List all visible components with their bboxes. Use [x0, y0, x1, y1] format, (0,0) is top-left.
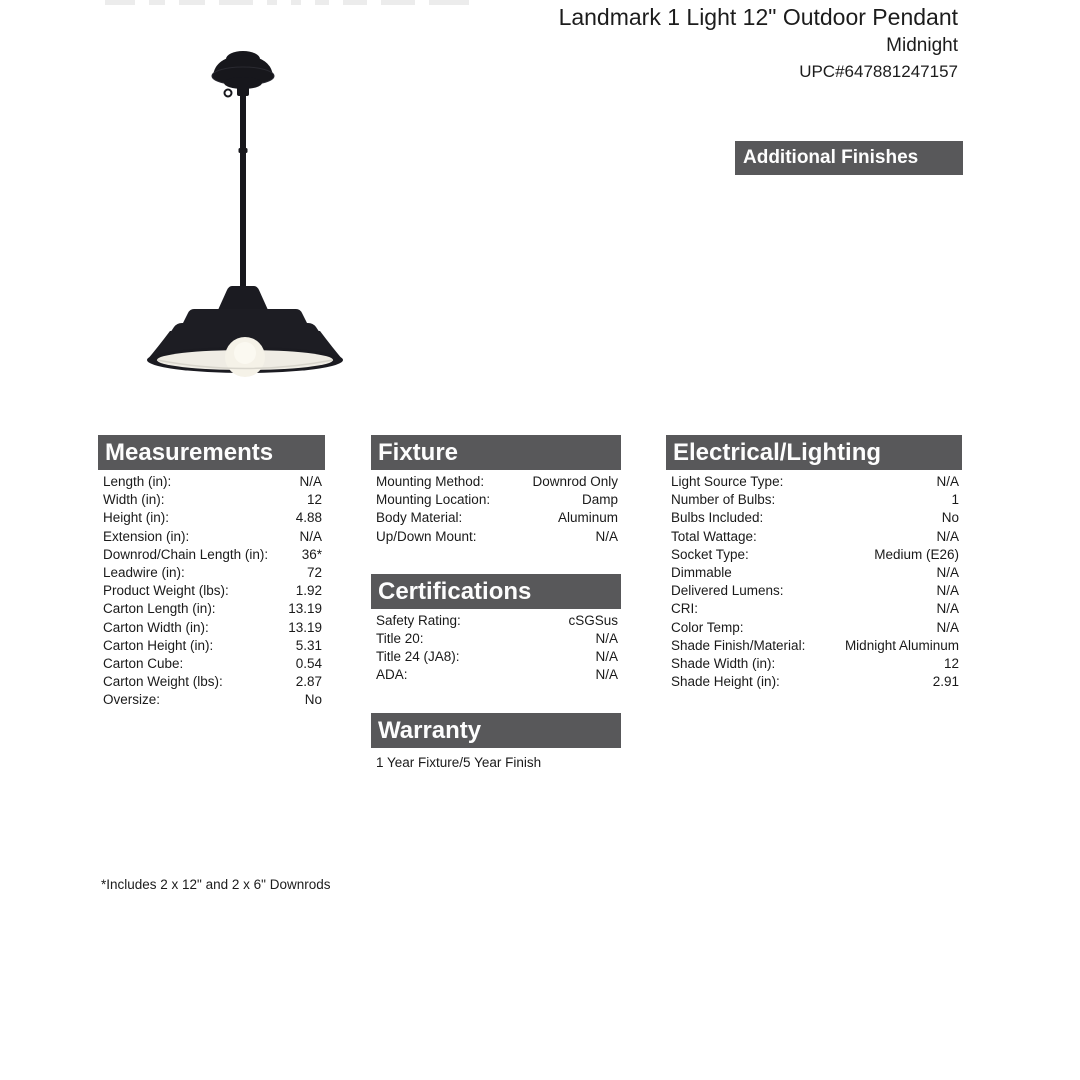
spec-value: 1: [951, 492, 959, 508]
spec-value: N/A: [936, 601, 959, 617]
measurements-section: [98, 435, 325, 710]
spec-row: [103, 582, 322, 600]
measurements-rows: [98, 470, 325, 710]
spec-value: No: [941, 510, 959, 526]
fixture-section: [371, 435, 621, 546]
spec-value: N/A: [299, 528, 322, 544]
spec-row: [103, 637, 322, 655]
spec-value: 4.88: [295, 510, 322, 526]
fixture-rows: [371, 470, 621, 546]
spec-value: N/A: [595, 631, 618, 647]
spec-label: Shade Finish/Material:: [671, 637, 806, 653]
spec-row: [671, 509, 959, 527]
measurements-header: Measurements: [98, 435, 325, 470]
spec-row: [103, 691, 322, 709]
spec-row: [671, 491, 959, 509]
spec-value: N/A: [595, 649, 618, 665]
spec-row: [103, 509, 322, 527]
spec-label: ADA:: [376, 667, 408, 683]
product-photo-pendant-light: [130, 30, 370, 390]
spec-label: Shade Width (in):: [671, 656, 776, 672]
spec-row: [376, 491, 618, 509]
certifications-rows: [371, 609, 621, 685]
spec-label: Total Wattage:: [671, 528, 757, 544]
spec-row: [671, 582, 959, 600]
spec-value: Downrod Only: [532, 474, 618, 489]
spec-value: N/A: [936, 619, 959, 635]
spec-row: [376, 648, 618, 666]
spec-label: Width (in):: [103, 492, 165, 508]
spec-label: Leadwire (in):: [103, 565, 185, 581]
spec-value: N/A: [936, 528, 959, 544]
spec-value: 1.92: [295, 583, 322, 599]
fixture-column: [371, 435, 621, 772]
product-finish: Midnight: [886, 35, 958, 56]
spec-label: Light Source Type:: [671, 474, 784, 489]
spec-row: [103, 655, 322, 673]
spec-row: [671, 473, 959, 491]
spec-label: Dimmable: [671, 565, 732, 581]
spec-row: [671, 564, 959, 582]
spec-label: Mounting Location:: [376, 492, 491, 508]
spec-row: [103, 673, 322, 691]
spec-label: Delivered Lumens:: [671, 583, 784, 599]
spec-value: N/A: [936, 474, 959, 489]
spec-value: No: [304, 692, 322, 708]
spec-value: 5.31: [295, 637, 322, 653]
warranty-text: 1 Year Fixture/5 Year Finish: [376, 754, 542, 770]
warranty-header: Warranty: [371, 713, 621, 748]
electrical-header: Electrical/Lighting: [666, 435, 962, 470]
spec-value: 72: [306, 565, 322, 581]
spec-row: [103, 619, 322, 637]
spec-label: Mounting Method:: [376, 474, 485, 489]
spec-value: N/A: [299, 474, 322, 489]
spec-label: Safety Rating:: [376, 612, 461, 628]
spec-value: 13.19: [288, 601, 322, 617]
spec-row: [103, 546, 322, 564]
spec-row: [671, 655, 959, 673]
spec-row: [671, 619, 959, 637]
spec-value: Aluminum: [557, 510, 618, 526]
certifications-header: Certifications: [371, 574, 621, 609]
certifications-section: [371, 574, 621, 685]
spec-value: 2.91: [932, 674, 959, 690]
spec-label: Length (in):: [103, 474, 172, 489]
spec-label: Downrod/Chain Length (in):: [103, 546, 269, 562]
spec-label: Carton Weight (lbs):: [103, 674, 223, 690]
spec-value: N/A: [595, 667, 618, 683]
spec-row: [671, 528, 959, 546]
spec-row: [671, 600, 959, 618]
spec-label: Extension (in):: [103, 528, 190, 544]
spec-label: Socket Type:: [671, 546, 749, 562]
spec-label: Shade Height (in):: [671, 674, 780, 690]
cropped-logo-artifact: [105, 0, 469, 5]
spec-row: [376, 666, 618, 684]
spec-label: Number of Bulbs:: [671, 492, 776, 508]
spec-value: Medium (E26): [874, 546, 959, 562]
spec-value: 36*: [301, 546, 322, 562]
spec-row: [671, 637, 959, 655]
product-upc: UPC#647881247157: [799, 62, 958, 81]
downrod-footnote: *Includes 2 x 12" and 2 x 6" Downrods: [101, 877, 331, 892]
additional-finishes-banner: Additional Finishes: [735, 141, 963, 175]
spec-value: N/A: [595, 528, 618, 544]
spec-label: Oversize:: [103, 692, 161, 708]
spec-value: 12: [943, 656, 959, 672]
title-block: [500, 2, 958, 84]
spec-value: 0.54: [295, 656, 322, 672]
spec-value: cSGSus: [568, 612, 618, 628]
product-title: Landmark 1 Light 12" Outdoor Pendant: [558, 4, 958, 30]
spec-row: [103, 491, 322, 509]
spec-row: [376, 612, 618, 630]
spec-label: CRI:: [671, 601, 698, 617]
spec-row: [103, 600, 322, 618]
warranty-section: [371, 713, 621, 772]
spec-value: Damp: [581, 492, 618, 508]
spec-label: Body Material:: [376, 510, 463, 526]
spec-label: Carton Cube:: [103, 656, 184, 672]
spec-row: [103, 473, 322, 491]
spec-row: [671, 546, 959, 564]
spec-row: [376, 528, 618, 546]
spec-value: N/A: [936, 583, 959, 599]
spec-value: Midnight Aluminum: [844, 637, 959, 653]
spec-value: 2.87: [295, 674, 322, 690]
spec-row: [103, 564, 322, 582]
spec-value: N/A: [936, 565, 959, 581]
electrical-column: [666, 435, 962, 691]
spec-value: 13.19: [288, 619, 322, 635]
spec-label: Title 24 (JA8):: [376, 649, 460, 665]
spec-row: [376, 630, 618, 648]
electrical-section: [666, 435, 962, 691]
spec-label: Product Weight (lbs):: [103, 583, 229, 599]
spec-label: Color Temp:: [671, 619, 744, 635]
spec-label: Bulbs Included:: [671, 510, 764, 526]
electrical-rows: [666, 470, 962, 691]
measurements-column: [98, 435, 325, 710]
spec-row: [671, 673, 959, 691]
pendant-light-illustration: [130, 30, 370, 390]
spec-row: [103, 528, 322, 546]
spec-label: Title 20:: [376, 631, 424, 647]
spec-row: [376, 473, 618, 491]
spec-label: Height (in):: [103, 510, 170, 526]
spec-label: Carton Height (in):: [103, 637, 214, 653]
spec-label: Up/Down Mount:: [376, 528, 477, 544]
spec-value: 12: [306, 492, 322, 508]
fixture-header: Fixture: [371, 435, 621, 470]
spec-label: Carton Width (in):: [103, 619, 209, 635]
spec-row: [376, 509, 618, 527]
spec-label: Carton Length (in):: [103, 601, 216, 617]
